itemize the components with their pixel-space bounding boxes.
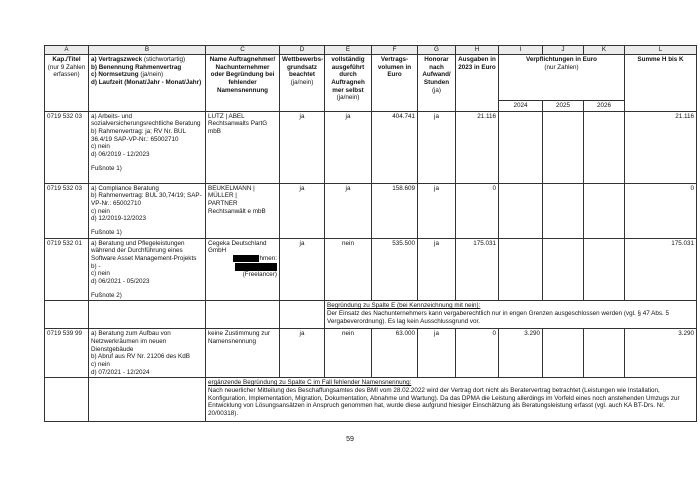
contractor-cell	[206, 329, 280, 378]
redaction-block	[233, 255, 259, 262]
fee-cell: ja	[418, 183, 456, 238]
kap-cell: 0719 532 03	[45, 111, 89, 183]
executed-cell: nein	[325, 238, 372, 301]
executed-cell: ja	[325, 183, 372, 238]
header-purpose-l2: b) Benennung Rahmenvertrag	[91, 63, 182, 71]
column-letter: B	[89, 46, 206, 55]
header-volume: Vertrags-volumen in Euro	[372, 55, 418, 112]
volume-cell: 404.741	[372, 111, 418, 183]
contractor-line: BEUKELMANN |	[208, 184, 255, 192]
sum-cell: 3.290	[625, 329, 697, 378]
header-executed	[325, 55, 372, 112]
note-row	[45, 378, 697, 422]
contractor-line: PARTNER Rechtsanwält e mbB	[208, 200, 266, 215]
obligation-2024-cell	[499, 111, 543, 183]
kap-cell: 0719 532 03	[45, 183, 89, 238]
footnote-ref: Fußnote 1)	[91, 229, 122, 237]
obligation-2025-cell	[543, 111, 584, 183]
column-letter: E	[325, 46, 372, 55]
header-purpose-l1-sub: (stichwortartig)	[143, 56, 186, 63]
expenses-cell: 0	[456, 183, 499, 238]
footnote-ref: Fußnote 1)	[91, 164, 122, 172]
purpose-line: c) nein	[91, 361, 110, 369]
competition-cell: ja	[280, 238, 325, 301]
year-2026: 2026	[584, 101, 625, 112]
purpose-line: a) Beratung zum Aufbau von Netzwerkräumen im neuen Dienstgebäude	[91, 330, 171, 353]
purpose-cell	[89, 111, 206, 183]
purpose-line: c) nein	[91, 270, 110, 278]
obligation-2026-cell	[584, 238, 625, 301]
obligation-2024-cell: 3.290	[499, 329, 543, 378]
note-spacer	[89, 301, 206, 329]
expenses-cell: 21.116	[456, 111, 499, 183]
purpose-line: a) Arbeits- und sozialversicherungsrechtliche Beratung	[91, 112, 201, 128]
header-fee-title: Honorar nach Aufwand/ Stunden	[422, 56, 451, 87]
column-letter: G	[418, 46, 456, 55]
header-fee-sub: (ja)	[431, 86, 442, 94]
expenses-cell: 0	[456, 329, 499, 378]
sum-cell: 175.031	[625, 238, 697, 301]
note-spacer	[45, 378, 89, 422]
purpose-line: c) nein	[91, 207, 110, 215]
competition-cell: ja	[280, 111, 325, 183]
header-contractor: Name Auftragnehmer/ Nachunternehmer oder Begründung bei fehlender Namensnennung	[206, 55, 280, 112]
fee-cell: ja	[418, 111, 456, 183]
fee-cell: ja	[418, 238, 456, 301]
note-c-title: ergänzende Begründung zu Spalte C im Fall fehlender Namensnennung:	[208, 379, 412, 387]
header-kap-title: Kap./Titel	[52, 56, 81, 63]
purpose-line: a) Beratung und Pflegeleistungen während der Durchführung eines Software Asset Management-Projekts	[91, 239, 197, 263]
page-number: 59	[346, 436, 354, 443]
footnote-ref: Fußnote 2)	[91, 291, 122, 299]
note-spacer	[280, 301, 325, 329]
note-spacer	[206, 301, 280, 329]
competition-cell: ja	[280, 183, 325, 238]
note-column-e	[325, 301, 697, 329]
contractor-cell	[206, 111, 280, 183]
obligation-2025-cell	[543, 329, 584, 378]
column-letter: F	[372, 46, 418, 55]
note-c-text: Nach neuerlicher Mitteilung des Beschaffungsamtes des BMI vom 28.02.2022 wird der Vertrag dort nicht als Beratervertrag betrachtet (Leistungen wie Installation, Konfiguration, Implementation, Migration, Dokumentation, Abnahme und Wartung). Da das DPMA die Leistung allerdings im Vorfeld eines noch anstehenden Umzugs zur Entwicklung von Lösungsansätzen in Anspruch genommen hat, wurde diese aufgrund hiesiger Einschätzung als Beratungsleistung erfasst (vgl. auch KA BT-Drs. Nr. 20/00318).	[208, 387, 680, 418]
purpose-line: d) 07/2021 - 12/2024	[91, 368, 150, 376]
executed-cell: ja	[325, 111, 372, 183]
volume-cell: 63.000	[372, 329, 418, 378]
obligation-2026-cell	[584, 329, 625, 378]
header-purpose-l3-sub: (ja/nein)	[140, 71, 164, 79]
obligation-2026-cell	[584, 183, 625, 238]
table-row	[45, 183, 697, 238]
purpose-line: d) 12/2019-12/2023	[91, 215, 146, 223]
obligation-2024-cell	[499, 183, 543, 238]
note-e-text: Der Einsatz des Nachunternehmers kann vergaberechtlich nur in engen Grenzen ausgeschlossen werden (vgl. § 47 Abs. 5 Vergabeverordnung). Es lag kein Ausschlussgrund vor.	[327, 310, 669, 325]
kap-cell: 0719 539 99	[45, 329, 89, 378]
purpose-line: b) Rahmenvertrag: ja; RV Nr. BUL 36.4/19 SAP-VP-Nr.: 65002710	[91, 128, 186, 143]
header-obligations-sub: (nur Zahlen)	[544, 63, 579, 71]
contractor-cell	[206, 238, 280, 301]
column-letter: J	[543, 46, 584, 55]
obligation-2026-cell	[584, 111, 625, 183]
competition-cell: ja	[280, 329, 325, 378]
note-row	[45, 301, 697, 329]
column-letter: C	[206, 46, 280, 55]
purpose-cell	[89, 183, 206, 238]
obligation-2024-cell	[499, 238, 543, 301]
fee-cell: ja	[418, 329, 456, 378]
table-row	[45, 238, 697, 301]
table-row	[45, 111, 697, 183]
header-kap	[45, 55, 89, 112]
year-2024: 2024	[499, 101, 543, 112]
obligation-2025-cell	[543, 238, 584, 301]
header-purpose	[89, 55, 206, 112]
purpose-line: b) Abruf aus RV Nr. 21206 des KdB	[91, 353, 190, 361]
sum-cell: 0	[625, 183, 697, 238]
table-row	[45, 329, 697, 378]
year-2025: 2025	[543, 101, 584, 112]
header-sum: Summe H bis K	[625, 55, 697, 112]
expenses-cell: 175.031	[456, 238, 499, 301]
contracts-table	[44, 45, 697, 422]
column-letter: K	[584, 46, 625, 55]
column-letter: A	[45, 46, 89, 55]
header-competition-sub: (ja/nein)	[290, 79, 314, 87]
note-column-c	[206, 378, 697, 422]
header-fee	[418, 55, 456, 112]
note-spacer	[89, 378, 206, 422]
contractor-line: MÜLLER |	[208, 192, 237, 200]
purpose-line: d) 06/2021 - 05/2023	[91, 278, 150, 286]
header-competition	[280, 55, 325, 112]
header-obligations-title: Verpflichtungen in Euro	[525, 56, 598, 63]
note-spacer	[45, 301, 89, 329]
purpose-line: b) -	[91, 262, 101, 270]
header-competition-title: Wettbewerbs-grundsatz beachtet	[282, 56, 324, 79]
kap-cell: 0719 532 01	[45, 238, 89, 301]
header-kap-sub: (nur 9 Zahlen erfassen)	[47, 63, 86, 79]
volume-cell: 535.500	[372, 238, 418, 301]
header-purpose-l4: d) Laufzeit (Monat/Jahr - Monat/Jahr)	[91, 79, 202, 87]
column-letter: L	[625, 46, 697, 55]
purpose-cell	[89, 329, 206, 378]
sum-cell: 21.116	[625, 111, 697, 183]
volume-cell: 158.609	[372, 183, 418, 238]
purpose-line: c) nein	[91, 143, 110, 151]
note-e-title: Begründung zu Spalte E (bei Kennzeichnung mit nein):	[327, 302, 481, 310]
header-purpose-l3: c) Normsetzung	[91, 71, 139, 79]
header-executed-sub: (ja/nein)	[336, 94, 360, 102]
obligation-2025-cell	[543, 183, 584, 238]
purpose-line: d) 06/2019 - 12/2023	[91, 151, 150, 159]
redaction-block	[235, 263, 277, 271]
contractor-cell	[206, 183, 280, 238]
column-letter: D	[280, 46, 325, 55]
contractor-line: LUTZ | ABEL Rechtsanwalts PartG mbB	[208, 112, 268, 136]
column-letter: H	[456, 46, 499, 55]
contractor-redacted-text: (Freelancer)	[242, 271, 277, 279]
header-executed-title: vollständig ausgeführt durch Auftragneh mer selbst	[331, 56, 365, 94]
executed-cell: nein	[325, 329, 372, 378]
header-purpose-l1: a) Vertragszweck	[91, 56, 143, 63]
column-letter-row	[45, 46, 697, 55]
column-letter: I	[499, 46, 543, 55]
purpose-line: b) Rahmenvertrag: BUL 30,74/19; SAP-VP-Nr.: 65002710	[91, 192, 202, 208]
contractor-line: keine Zustimmung zur Namensnennung	[208, 330, 270, 346]
purpose-line: a) Compliance Beratung	[91, 184, 159, 192]
purpose-cell	[89, 238, 206, 301]
header-obligations	[499, 55, 625, 101]
contractor-line: Cegeka Deutschland GmbH	[208, 239, 267, 255]
header-row	[45, 55, 697, 101]
contractor-redacted-text: hmen:	[259, 255, 277, 263]
header-expenses: Ausgaben in 2023 in Euro	[456, 55, 499, 112]
